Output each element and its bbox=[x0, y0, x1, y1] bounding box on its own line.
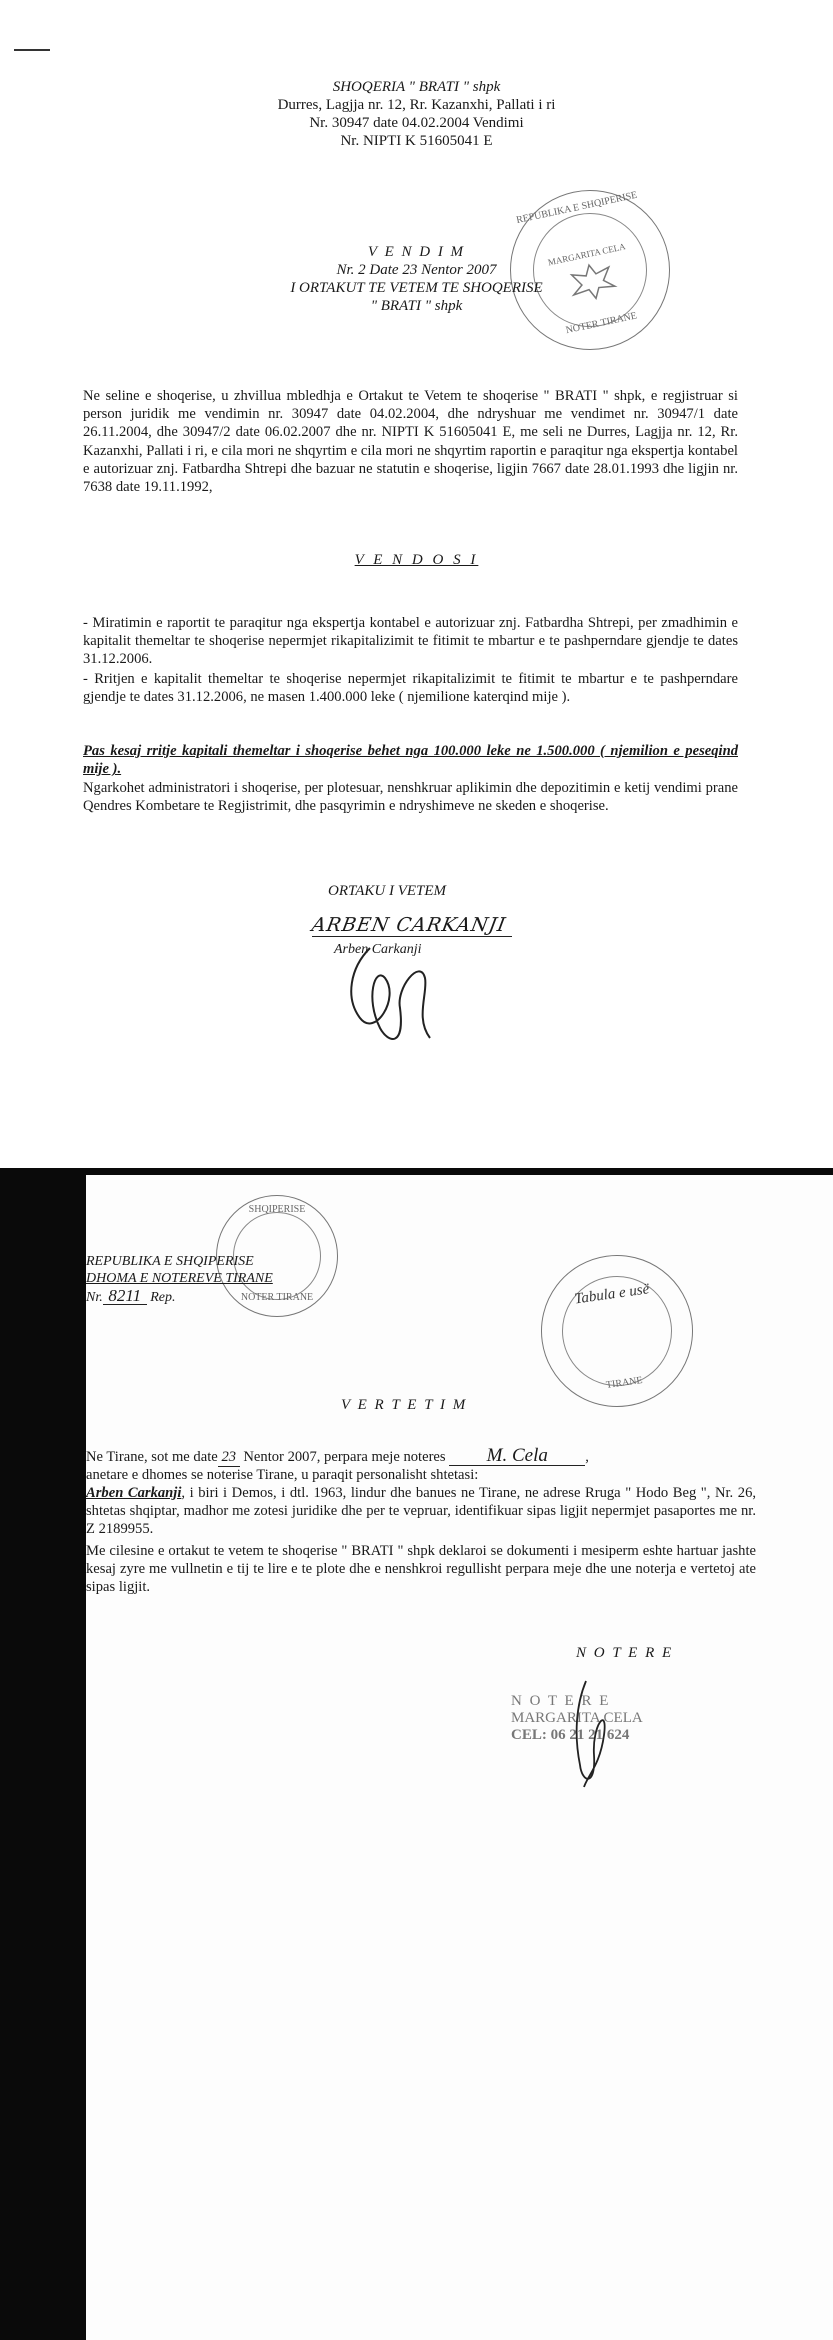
company-address: Durres, Lagjja nr. 12, Rr. Kazanxhi, Pallati i ri bbox=[277, 97, 556, 113]
registry-header bbox=[86, 1253, 273, 1306]
left-stamp-bottom-text: NOTER TIRANE bbox=[240, 1292, 314, 1303]
registry-number-suffix: Rep. bbox=[150, 1290, 176, 1305]
notary-stamp-line3: CEL: 06 21 21 624 bbox=[511, 1727, 630, 1743]
right-stamp-handwriting: Tabula e usë bbox=[573, 1281, 651, 1308]
certification-line-1: Ne Tirane, sot me date 23 Nentor 2007, perpara meje noteres M. Cela , bbox=[86, 1445, 589, 1466]
notary-signature-icon bbox=[546, 1675, 626, 1795]
administrator-instruction: Ngarkohet administratori i shoqerise, per plotesuar, nenshkruar aplikimin dhe depozitimin e ketij vendimi prane Qendres Kombetare te Regjistrimit, dhe pasqyrimin e ndryshimeve ne skeden e shoqerise. bbox=[83, 780, 738, 815]
person-name: Arben Carkanji bbox=[86, 1485, 182, 1501]
declaration-paragraph: Me cilesine e ortakut te vetem te shoqerise " BRATI " shpk deklaroi se dokumenti i mesiperm eshte hartuar jashte kesaj zyre me vullnetin e tij te lire e te plote dhe e nenshkroi regullisht perpara meje dhe une noterja e vertetoj ate sipas ligjit. bbox=[86, 1543, 756, 1596]
company-header bbox=[0, 78, 833, 150]
company-decision-ref: Nr. 30947 date 04.02.2004 Vendimi bbox=[309, 115, 524, 131]
signature-role: ORTAKU I VETEM bbox=[328, 883, 447, 899]
document-page-1 bbox=[0, 0, 833, 1168]
person-paragraph bbox=[86, 1484, 756, 1539]
signature-underline bbox=[312, 936, 512, 937]
document-page-2 bbox=[86, 1175, 833, 2340]
handwritten-name: ARBEN CARKANJI bbox=[310, 914, 508, 936]
intro-paragraph: Ne seline e shoqerise, u zhvillua mbledhja e Ortakut te Vetem te shoqerise " BRATI " shpk, e regjistruar si person juridik me vendimin nr. 30947 date 04.02.2004, dhe ndryshuar me vendimet nr. 30947/1 date 26.11.2004, dhe 30947/2 date 06.02.2007 dhe nr. NIPTI K 51605041 E, me seli ne Durres, Lagjja nr. 12, Rr. Kazanxhi, Pallati i ri, e cila mori ne shqyrtim e cila mori ne shqyrtim raportin e paraqitur nga ekspertja kontabel e autorizuar znj. Fatbardha Shtrepi dhe bazuar ne statutin e shoqerise, ligjin 7667 date 28.01.1993 dhe ligjin nr. 7638 date 19.11.1992, bbox=[83, 388, 738, 496]
registry-number bbox=[86, 1287, 273, 1306]
decision-title: V E N D I M bbox=[367, 244, 466, 260]
notary-label: N O T E R E bbox=[576, 1645, 674, 1661]
decision-number-date: Nr. 2 Date 23 Nentor 2007 bbox=[336, 262, 497, 278]
decision-item-2: - Rritjen e kapitalit themeltar te shoqerise nepermjet rikapitalizimit te fitimit te mbartur e te pashperndare gjendje te dates 31.12.2006, ne masen 1.400.000 leke ( njemilione katerqind mije ). bbox=[83, 671, 738, 706]
company-name: SHOQERIA " BRATI " shpk bbox=[332, 79, 501, 95]
capital-statement: Pas kesaj rritje kapitali themeltar i shoqerise behet nga 100.000 leke ne 1.500.000 ( njemilion e peseqind mije ). bbox=[83, 743, 738, 778]
certification-title: V E R T E T I M bbox=[341, 1397, 468, 1413]
corner-dash bbox=[14, 49, 50, 51]
left-stamp-top-text: SHQIPERISE bbox=[248, 1204, 306, 1215]
notary-round-stamp-icon bbox=[531, 1245, 703, 1417]
registry-number-value: 8211 bbox=[103, 1287, 147, 1305]
cert-line1-pre: Ne Tirane, sot me date bbox=[86, 1449, 218, 1465]
section-heading: V E N D O S I bbox=[354, 552, 479, 568]
decision-title-block bbox=[0, 243, 833, 315]
cert-line1-post: Nentor 2007, perpara meje noteres bbox=[243, 1449, 446, 1465]
registry-line1: REPUBLIKA E SHQIPERISE bbox=[86, 1254, 254, 1269]
stamp-top-text: REPUBLIKA E SHQIPERISE bbox=[515, 189, 639, 227]
certification-line-2: anetare e dhomes se noterise Tirane, u paraqit personalisht shtetasi: bbox=[86, 1467, 479, 1483]
signature-scribble-icon bbox=[330, 938, 450, 1058]
printed-name: Arben Carkanji bbox=[334, 942, 422, 957]
person-details: , i biri i Demos, i dtl. 1963, lindur dhe banues ne Tirane, ne adrese Rruga " Hodo Beg ", Nr. 26, shtetas shqiptar, madhor me zotesi juridike dhe per te vepruar, identifikuar sipas ligjit nepermjet pasaportes me nr. Z 2189955. bbox=[86, 1485, 757, 1538]
right-stamp-bottom-text: TIRANE bbox=[605, 1374, 644, 1391]
notary-stamp-line2: MARGARITA CELA bbox=[511, 1710, 643, 1726]
notary-stamp-line1: N O T E R E bbox=[511, 1693, 611, 1709]
cert-day: 23 bbox=[218, 1448, 240, 1467]
decision-issuer: I ORTAKUT TE VETEM TE SHOQERISE bbox=[290, 280, 543, 296]
company-nipt: Nr. NIPTI K 51605041 E bbox=[340, 133, 493, 149]
registry-number-prefix: Nr. bbox=[86, 1290, 103, 1305]
notary-handwritten-name: M. Cela bbox=[449, 1447, 585, 1466]
stamp-mid-text: MARGARITA CELA bbox=[546, 241, 627, 268]
stamp-bottom-text: NOTER TIRANE bbox=[564, 310, 638, 337]
registry-line2: DHOMA E NOTEREVE TIRANE bbox=[86, 1271, 273, 1286]
decision-company: " BRATI " shpk bbox=[370, 298, 463, 314]
decision-item-1: - Miratimin e raportit te paraqitur nga ekspertja kontabel e autorizuar znj. Fatbardha Shtrepi, per zmadhimin e kapitalit themeltar te shoqerise nepermjet rikapitalizimit te fitimit te mbartur e te pashperndare gjendje te dates 31.12.2006. bbox=[83, 615, 738, 668]
